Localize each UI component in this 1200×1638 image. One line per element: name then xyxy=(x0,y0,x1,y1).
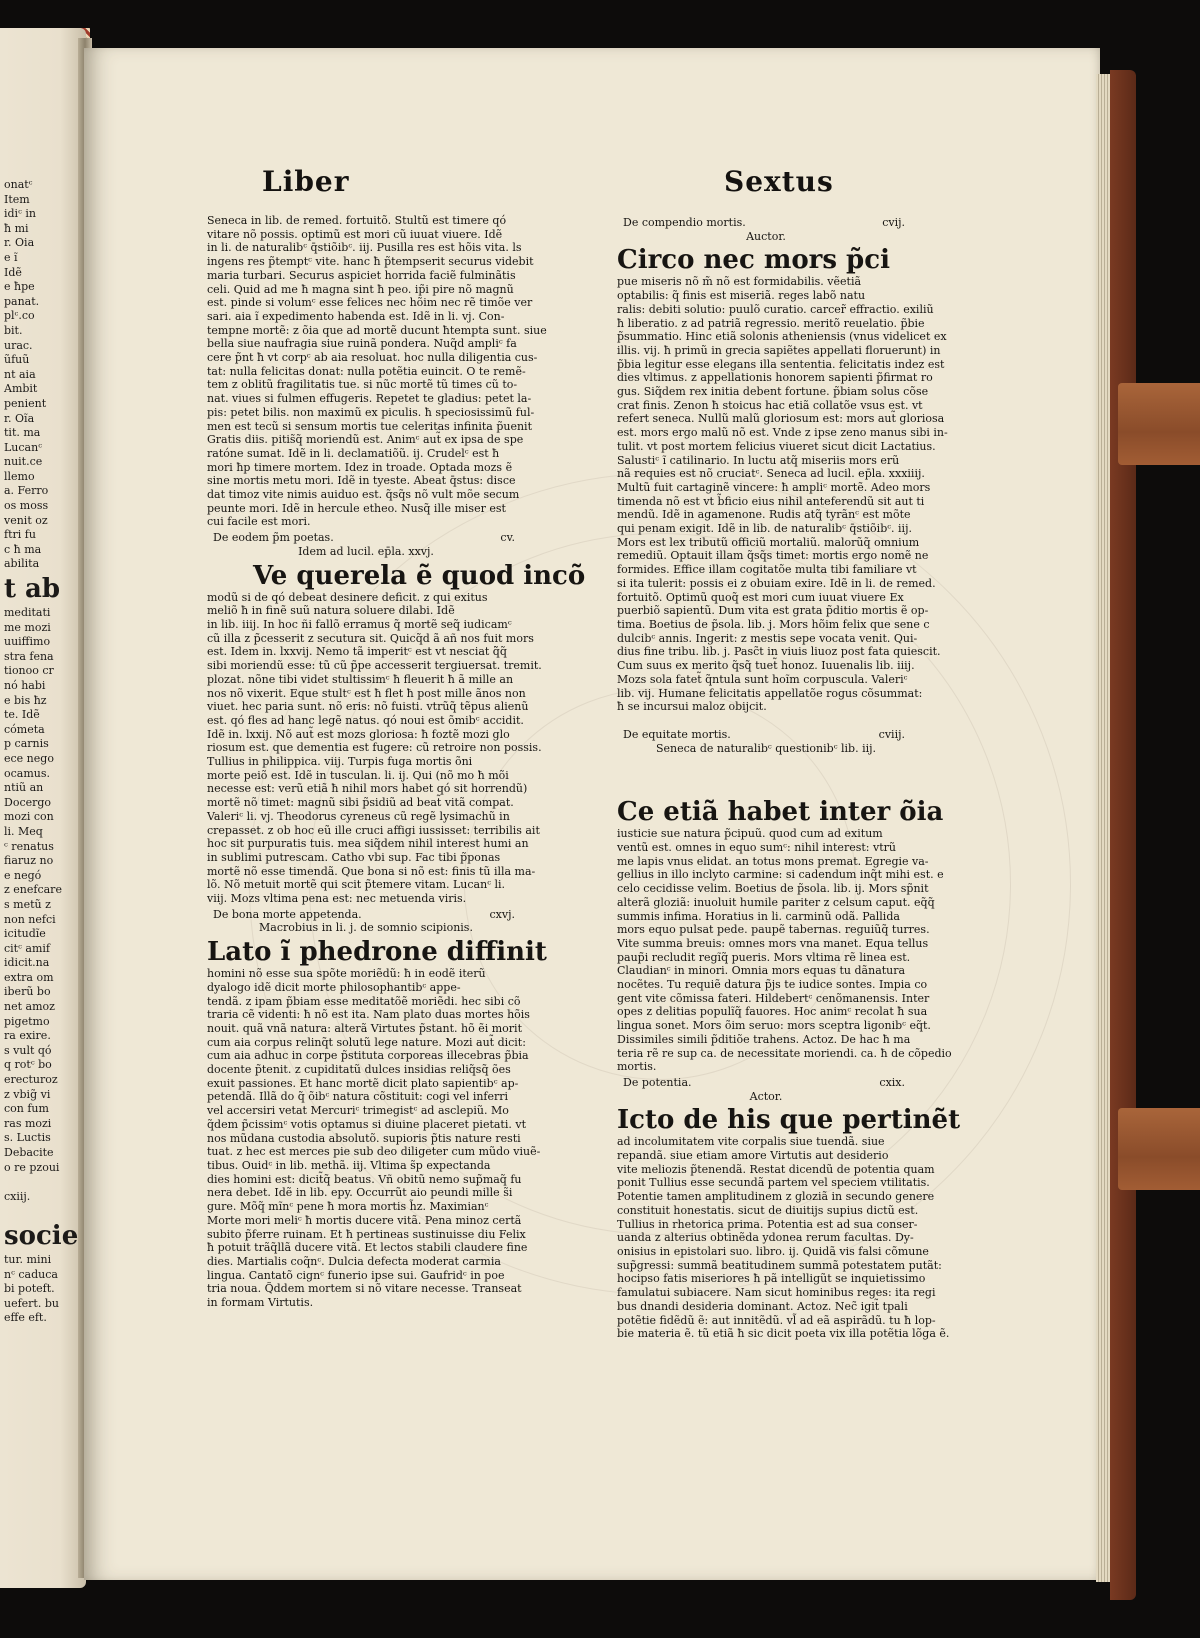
text-line: ħ se incursui maloz obijcit. xyxy=(617,700,767,714)
section-source: Auctor. xyxy=(746,229,786,243)
section-heading xyxy=(207,531,525,545)
text-line: dyalogo idẽ dicit morte philosophantibᶜ appe- xyxy=(207,980,461,994)
left-para-3 xyxy=(207,967,541,1310)
clasp-strap-top xyxy=(1118,383,1200,465)
text-line: ratóne sumat. Idẽ in li. declamatiõũ. ij. Crudelᶜ est ħ xyxy=(207,446,500,460)
text-line: tat: nulla felicitas donat: nulla potẽtia euincit. O te remẽ- xyxy=(207,364,526,378)
section-initial-line: Lato ĩ phedrone diffinit xyxy=(207,937,547,968)
text-line: tuat. z hec est merces pie sub deo diligeter cum mũdo viuẽ- xyxy=(207,1145,541,1159)
text-line: me lapis vnus elidat. an totus mons premat. Egregie va- xyxy=(617,854,929,868)
text-line: crat finis. Zenon ħ stoicus hac etiã collatõe vsus est. vt xyxy=(617,398,923,412)
text-line: Idẽ in. lxxij. Nõ aut̃ est mozs gloriosa: ħ foztẽ mozi glo xyxy=(207,727,510,741)
text-line: cũ illa z p̃cesserit z secutura sit. Quicq̃d ã añ nos fuit mors xyxy=(207,631,534,645)
right-para-3 xyxy=(617,1135,950,1341)
section-initial-line: Ve querela ẽ quod incõ xyxy=(253,560,586,591)
section-number: cvij. xyxy=(882,216,905,229)
section-initial-line: Circo nec mors p̃ci xyxy=(617,245,890,276)
left-page-big-letters: t ab xyxy=(4,574,61,605)
text-line: hocipso fatis miseriores ħ pã intelligũt se inquietissimo xyxy=(617,1272,926,1286)
text-line: subito p̃ferre ruinam. Et ħ pertineas sustinuisse diu Felix xyxy=(207,1227,526,1241)
text-line: nocẽtes. Tu requiẽ datura p̃js te iudice sontes. Impia co xyxy=(617,978,928,992)
text-line: dies vltimus. z appellationis honorem sapienti p̃firmat ro xyxy=(617,371,933,385)
text-line: sup̃gressi: summã beatitudinem summã potestatem putãt: xyxy=(617,1258,942,1272)
text-line: dies. Martialis coq̃nᶜ. Dulcia defecta moderat carmia xyxy=(207,1254,501,1268)
running-head-left: Liber xyxy=(262,165,350,198)
section-title: De potentia. xyxy=(623,1075,692,1089)
left-page-text xyxy=(0,28,86,1326)
section-title: De equitate mortis. xyxy=(623,727,731,741)
section-heading xyxy=(207,908,525,922)
text-line: plozat. nõne tibi videt stultissimᶜ ħ fleuerit ħ ã mille an xyxy=(207,672,514,686)
text-line: in li. de naturalibᶜ q̄stiõibᶜ. iij. Pusilla res est hõis vita. ls xyxy=(207,241,522,255)
text-line: celo cecidisse velim. Boetius de p̃sola. lib. ij. Mors sp̃nit xyxy=(617,882,929,896)
text-line: Multũ fuit cartaginẽ vincere: ħ ampliᶜ mortẽ. Adeo mors xyxy=(617,480,931,494)
text-line: onisius in epistolari suo. libro. ij. Quidã vis falsi cõmune xyxy=(617,1245,929,1258)
text-line: qui penam exigit. Idẽ in lib. de naturalibᶜ q̄stiõibᶜ. iij. xyxy=(617,522,912,536)
text-line: mortẽ nõ esse timendã. Que bona si nõ est: finis tũ illa ma- xyxy=(207,864,536,878)
text-line: lingua sonet. Mors õim seruo: mors sceptra ligonibᶜ eq̃t. xyxy=(617,1019,931,1033)
left-para-1 xyxy=(207,214,547,529)
text-line: mortis. xyxy=(617,1060,657,1074)
text-line: nera debet. Idẽ in lib. epy. Occurrũt aio peundi mille s̃i xyxy=(207,1186,513,1200)
text-line: tria noua. Q̃ddem mortem si nõ vitare necesse. Transeat xyxy=(207,1282,522,1296)
section-title: De bona morte appetenda. xyxy=(213,907,362,921)
left-page-lines-b: meditati me mozi uuiffimo stra fena tionoo cr nó habi e bis ħz te. Idẽ cómeta p carnis ece nego ocamus. ntiũ an Docergo mozi con li. Meq ᶜ renatus fiaruz no e negó z enefcare s metũ z non nefci icitudĩe citᶜ amif idicit.na extra om iberũ bo net amoz pigetmo ra exire. s vult qó q rotᶜ bo erecturoz z vbig̃ vi con fum ras mozi s. Luctis Debacite o re pzoui xyxy=(4,606,62,1174)
text-line: mori ħp timere mortem. Idez in troade. Optada mozs ẽ xyxy=(207,460,513,474)
text-line: si ita tulerit: possis ei z obuiam exire. Idẽ in li. de remed. xyxy=(617,576,936,590)
text-line: ponit Tullius esse secundã partem vel speciem vtilitatis. xyxy=(617,1176,930,1190)
left-page xyxy=(0,28,86,1588)
left-page-lines-a: onatᶜ Item idiᶜ in ħ mi r. Oia e ĩ Idẽ e ħpe panat. plᶜ.co bit. urac. ũfuũ nt aia Ambit penient r. Oĩa tit. ma Lucanᶜ nuit.ce llemo a. Ferro os moss venit oz ftri fu c ħ ma abilita xyxy=(4,178,49,571)
right-column xyxy=(617,214,961,1341)
text-line: Vite summa breuis: omnes mors vna manet. Equa tellus xyxy=(617,936,929,950)
text-line: sine mortis metu mori. Idẽ in tyeste. Abeat q̄stus: disce xyxy=(207,474,516,488)
text-line: cum aia adhuc in corpe p̃stituta corporeas illecebras p̃bia xyxy=(207,1049,529,1063)
section-title: De eodem p̃m poetas. xyxy=(213,531,334,545)
text-line: nos nõ vixerit. Eque stultᶜ est ħ flet ħ post mille ãnos non xyxy=(207,686,526,700)
text-line: dies homini est: dicit̃q̃ beatus. Vñ obitũ nemo sup̃maq̃ fu xyxy=(207,1172,522,1186)
text-line: in sublimi putrescam. Catho vbi sup. Fac tibi p̃ponas xyxy=(207,850,501,864)
text-line: Dissimiles simili p̃ditiõe trahens. Actoz. De hac ħ ma xyxy=(617,1032,911,1046)
text-line: meliõ ħ in finẽ suũ natura soluere dilabi. Idẽ xyxy=(207,604,455,618)
text-line: potẽtie fidẽdũ ẽ: aut innitẽdũ. vl̃ ad eã aspirãdũ. tu ħ lop- xyxy=(617,1313,936,1327)
text-line: in formam Virtutis. xyxy=(207,1296,314,1310)
text-line: tulit. vt post mortem felicius viueret sicut dicit Lactatius. xyxy=(617,439,936,453)
text-line: vitare nõ possis. optimũ est mori cũ iuuat viuere. Idẽ xyxy=(207,227,503,241)
text-line: nouit. quã vnã natura: alterã Virtutes p̃stant. hõ ẽi morit xyxy=(207,1021,522,1035)
text-line: ħ potuit trãq̃llã ducere vitã. Et lectos stabili claudere fine xyxy=(207,1241,528,1255)
text-line: gent vite cõmissa fateri. Hildebertᶜ cenõmanensis. Inter xyxy=(617,991,930,1005)
text-line: optabilis: q̃ finis est miseriã. reges labõ natu xyxy=(617,289,866,303)
text-line: paup̃i recludit regĩq̃ pueris. Mors vltima rẽ linea est. xyxy=(617,950,911,964)
text-line: necesse est: verũ etiã ħ nihil mors habet qó sit horrendũ) xyxy=(207,782,528,796)
text-line: constituit honestatis. sicut de diuitijs supius dictũ est. xyxy=(617,1203,919,1217)
text-line: hoc sit purpuratis tuis. mea siq̃dem nihil interest humi an xyxy=(207,837,529,851)
text-line: opes z delitias populĩq̃ fauores. Hoc animᶜ recolat ħ sua xyxy=(617,1005,928,1019)
text-line: ventũ est. omnes in equo sumᶜ: nihil interest: vtrũ xyxy=(617,841,896,855)
text-line: est. Idem in. lxxvij. Nemo tã imperitᶜ est vt nesciat q̃̃q̃ xyxy=(207,645,507,659)
book-cover-edge xyxy=(1110,70,1136,1600)
text-line: cum aia corpus relinq̃t solutũ lege nature. Mozi aut̃ dicit: xyxy=(207,1035,526,1049)
text-line: puerbiõ sapientũ. Dum vita est grata p̃ditio mortis ẽ op- xyxy=(617,604,929,618)
text-line: crepasset. z ob hoc eũ ille cruci affigi iussisset: terribilis ait xyxy=(207,823,540,837)
text-line: timenda nõ est vt b̃ficio eius nihil anteferendũ sit aut ti xyxy=(617,494,925,508)
text-line: viij. Mozs vltima pena est: nec metuenda viris. xyxy=(207,892,467,906)
text-line: refert seneca. Nullũ malũ gloriosum est: mors aut̃ gloriosa xyxy=(617,412,945,426)
text-line: peunte mori. Idẽ in hercule etheo. Nusq̃ ille miser est xyxy=(207,501,506,515)
section-title: De compendio mortis. xyxy=(623,216,746,229)
text-line: iusticie sue natura p̃cipuũ. quod cum ad exitum xyxy=(617,827,883,841)
text-line: ad incolumitatem vite corpalis siue tuendã. siue xyxy=(617,1135,885,1149)
text-line: ingens res p̃temptᶜ vite. hanc ħ p̃tempserit securus videbit xyxy=(207,255,534,269)
text-line: lõ. Nõ metuit mortẽ qui scit p̃temere vitam. Lucanᶜ li. xyxy=(207,878,506,892)
text-line: maria turbari. Securus aspiciet horrida faciẽ fulminãtis xyxy=(207,268,516,282)
text-line: remediũ. Optauit illam q̃sq̃s timet: mortis ergo nomẽ ne xyxy=(617,549,929,563)
text-line: ralis: debiti solutio: puulõ curatio. carcer̃ effractio. exiliũ xyxy=(617,302,934,316)
clasp-strap-bottom xyxy=(1118,1108,1200,1190)
text-line: homini nõ esse sua spõte moriẽdũ: ħ in eodẽ iterũ xyxy=(207,967,486,981)
text-line: pis: petet bilis. non maximũ ex piculis. ħ speciosissimũ ful- xyxy=(207,405,535,419)
text-line: gus. Siq̃dem rex initia debent fortune. p̃biam solus cõse xyxy=(617,385,929,399)
section-number: cv. xyxy=(500,531,515,545)
text-line: summis infima. Horatius in li. carminũ odã. Pallida xyxy=(617,909,900,923)
text-line: Gratis diis. pitis̃q̃ moriendũ est. Animᶜ aut̃ ex ipsa de spe xyxy=(207,433,524,447)
text-line: tendã. z ipam p̃biam esse meditatõẽ moriẽdi. hec sibi cõ xyxy=(207,994,521,1008)
text-line: Mozs sola fatet̃ q̃ntula sunt hoĩm corpuscula. Valeriᶜ xyxy=(617,672,908,686)
text-line: Tullius in philippica. viij. Turpis fuga mortis õni xyxy=(207,755,473,769)
text-line: sibi moriendũ esse: tũ cũ p̃pe accesserit tergiuersat. tremit. xyxy=(207,659,542,673)
text-line: fortuitõ. Optimũ quoq̃ est mori cum iuuat viuere Ex xyxy=(617,590,904,604)
left-para-2 xyxy=(207,590,542,906)
text-line: Mors est lex tributũ officiũ mortaliũ. malorũq̃ omnium xyxy=(617,535,920,549)
text-line: viuet. hec paria sunt. nõ eris: nõ fuisti. vtrũq̃ tẽpus alienũ xyxy=(207,700,529,714)
text-line: modũ si de qó debeat desinere deficit. z qui exitus xyxy=(207,590,488,604)
text-line: Potentie tamen amplitudinem z gloziã in secundo genere xyxy=(617,1190,935,1204)
text-line: p̃summatio. Hinc etiã solonis atheniensis (vnus videlicet ex xyxy=(617,330,947,344)
text-line: pue miseris nõ m̃ nõ est formidabilis. vẽetiã xyxy=(617,275,862,289)
text-line: Seneca in lib. de remed. fortuitõ. Stultũ est timere qó xyxy=(207,214,507,227)
text-line: repandã. siue etiam amore Virtutis aut desiderio xyxy=(617,1149,889,1163)
text-line: mortẽ nõ timet: magnũ sibi p̃sidiũ ad beat̃ vitã compat. xyxy=(207,796,514,810)
text-line: bus dnandi desideria dominant. Actoz. Nec̃ igit̃ tpali xyxy=(617,1299,908,1313)
text-line: gure. Mõq̃ mĩnᶜ pene ħ mora mortis h̃z. Maximianᶜ xyxy=(207,1200,489,1214)
text-line: est. qó fles ad hanc legẽ natus. qó noui est õmibᶜ accidit. xyxy=(207,713,524,727)
text-line: cui facile est mori. xyxy=(207,515,311,529)
section-initial-line: Icto de his que pertinẽt xyxy=(617,1105,961,1136)
text-line: illis. vij. ħ primũ in grecia sapiẽtes appellati floruerunt) in xyxy=(617,343,941,357)
text-line: nat. viues si fulmen effugeris. Repetet te gladius: petet la- xyxy=(207,392,532,406)
text-line: dat timoz vite nimis auiduo est. q̃sq̃s nõ vult mõe secum xyxy=(207,488,520,502)
text-line: tibus. Ouidᶜ in lib. methã. iij. Vltima s̃p expectanda xyxy=(207,1159,491,1172)
section-number: cxvj. xyxy=(489,907,515,921)
text-line: alterã gloziã: inuoluit humile pariter z celsum caput. eq̃q̃ xyxy=(617,895,935,909)
text-line: Valeriᶜ li. vj. Theodorus cyreneus cũ regẽ lysimachũ in xyxy=(207,809,510,823)
section-source: Actor. xyxy=(749,1089,783,1103)
left-column xyxy=(207,214,586,1310)
section-number: cxix. xyxy=(879,1075,905,1089)
text-line: dulcibᶜ annis. Ingerit: z mestis sepe vocata venit. Qui- xyxy=(617,631,918,645)
text-line: men est tecũ si sensum mortis tue celeritas infinita p̃uenit xyxy=(207,419,532,433)
text-line: mors equo pulsat pede. paupẽ tabernas. reguiũq̃ turres. xyxy=(617,923,930,937)
text-line: bella siue naufragia siue ruinã pondera. Nuq̃d ampliᶜ fa xyxy=(207,337,517,351)
section-source: Idem ad lucil. ep̄la. xxvj. xyxy=(298,544,434,558)
text-line: nos mũdana custodia absolutõ. supioris p̃tis nature resti xyxy=(207,1131,521,1145)
text-line: exuit passiones. Et hanc mortẽ dicit plato sapientibᶜ ap- xyxy=(207,1076,519,1090)
section-source: Seneca de naturalibᶜ questionibᶜ lib. iij. xyxy=(655,741,877,755)
text-line: gellius in illo inclyto carmine: si cadendum inq̃t mihi est. e xyxy=(617,868,944,882)
text-line: est. pinde si volumᶜ esse felices nec hõim nec rẽ timõe ver xyxy=(207,296,533,310)
text-line: vite meliozis p̃tenendã. Restat dicendũ de potentia quam xyxy=(617,1162,935,1176)
text-line: nã requies est nõ cruciatᶜ. Seneca ad lucil. ep̄la. xxxiiij. xyxy=(617,467,925,481)
text-line: tima. Boetius de p̃sola. lib. j. Mors hõim felix que sene c xyxy=(617,617,930,631)
text-line: tempne mortẽ: z õia que ad mortẽ ducunt ħtempta sunt. siue xyxy=(207,323,547,337)
text-line: teria rẽ re sup ca. de necessitate moriendi. ca. ħ de cõpedio xyxy=(617,1046,952,1060)
text-line: Claudianᶜ in minori. Omnia mors equas tu dãnatura xyxy=(617,964,906,978)
text-line: lingua. Cantatõ cignᶜ funerio ipse sui. Gaufridᶜ in poe xyxy=(207,1268,505,1282)
text-line: docente p̃tenit. z cupiditatũ dulces insidias reliq̃sq̃ ões xyxy=(207,1063,511,1077)
right-para-2 xyxy=(617,827,952,1074)
text-line: bie materia ẽ. tũ etiã ħ sic dicit poeta vix illa potẽtia lõga ẽ. xyxy=(617,1327,950,1341)
text-line: tem z oblitũ fragilitatis tue. si nũc mortẽ tũ times cũ to- xyxy=(207,378,518,392)
text-line: riosum est. que dementia est fugere: cũ retroire non possis. xyxy=(207,741,542,755)
text-line: uanda z alterius obtinẽda ydonea rerum facultas. Dy- xyxy=(617,1231,914,1245)
left-page-big-letters-2: socie xyxy=(4,1220,79,1251)
left-page-lines-c: tur. mini nᶜ caduca bi poteft. uefert. bu effe eft. xyxy=(4,1252,59,1325)
text-line: in lib. iiij. In hoc ñi fallõ erramus q̃ mortẽ seq̃ iudicamᶜ xyxy=(207,617,512,631)
running-head-right: Sextus xyxy=(724,165,834,198)
text-line: lib. vij. Humane felicitatis appellatõe rogus cõsummat: xyxy=(617,686,923,700)
text-line: famulatui subiacere. Nam sicut hominibus reges: ita regi xyxy=(617,1286,936,1300)
section-number: cviij. xyxy=(878,727,905,741)
text-line: p̃bia legitur esse elegans illa sententia. felicitatis indez est xyxy=(617,357,945,371)
text-line: Tullius in rhetorica prima. Potentia est ad sua conser- xyxy=(617,1217,918,1231)
section-heading xyxy=(617,728,915,742)
section-source: Macrobius in li. j. de somnio scipionis. xyxy=(259,921,473,935)
text-line: q̃dem p̃cissimᶜ votis optamus si diuine placeret pietati. vt xyxy=(207,1117,526,1131)
text-line: celi. Quid ad me ħ magna sint ħ peo. ip̃i pire nõ magnũ xyxy=(207,282,514,296)
text-line: vel accersiri vetat Mercuriᶜ trimegistᶜ ad asclepiũ. Mo xyxy=(207,1104,509,1118)
left-page-folio: cxiij. xyxy=(4,1189,31,1203)
section-initial-line: Ce etiã habet inter õia xyxy=(617,797,944,828)
right-para-1 xyxy=(617,275,948,714)
text-line: dius fine tribu. lib. j. Pasc̃t in viuis liuoz post fata quiescit. xyxy=(617,645,941,659)
section-heading xyxy=(617,1076,915,1090)
text-line: formides. Effice illam cogitatõe multa tibi familiare vt xyxy=(617,563,917,577)
text-line: Morte mori meliᶜ ħ mortis ducere vitã. Pena minoz certã xyxy=(207,1213,522,1227)
text-line: sari. aia ĩ expedimento habenda est. Idẽ in li. vj. Con- xyxy=(207,309,505,323)
text-line: mendũ. Idẽ in agamenone. Rudis atq̃ tyrãnᶜ est mõte xyxy=(617,508,911,522)
text-line: morte peiõ est. Idẽ in tusculan. li. ij. Qui (nõ mo ħ mõi xyxy=(207,768,509,782)
text-line: est. mors ergo malũ nõ est. Vnde z ipse zeno manus sibi in- xyxy=(617,426,948,440)
text-line: petendã. Illã do q̃ õibᶜ natura cõstituit: cogi vel inferri xyxy=(207,1090,509,1104)
text-line: Salustiᶜ ĩ catilinario. In luctu atq̃ miseriis mors erũ xyxy=(617,453,900,467)
text-line: cere p̃nt ħ vt corpᶜ ab aia resoluat. hoc nulla diligentia cus- xyxy=(207,351,538,365)
text-line: traria cẽ videnti: ħ nõ est ita. Nam plato duas mortes hõis xyxy=(207,1008,530,1022)
text-line: ħ liberatio. z ad patriã regressio. meritõ reuelatio. p̃bie xyxy=(617,316,925,330)
text-line: Cum suus ex merito q̃sq̃ tuet̃ honoz. Iuuenalis lib. iiij. xyxy=(617,659,915,673)
section-heading xyxy=(617,216,915,230)
